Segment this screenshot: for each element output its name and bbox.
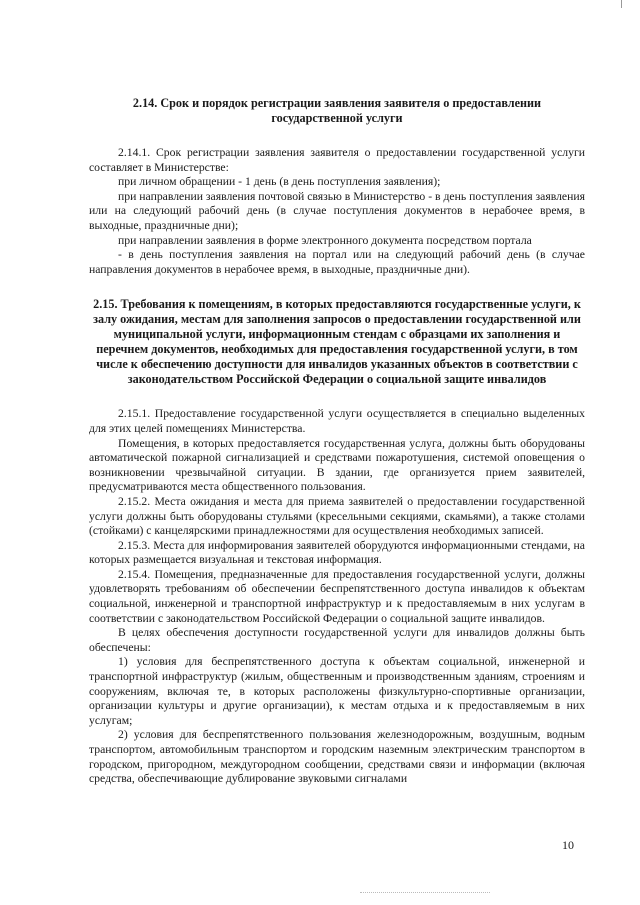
scan-edge-mark [621, 0, 622, 8]
paragraph-2-14-1: 2.14.1. Срок регистрации заявления заявителя о предоставлении государственной услуги составляет в Министерстве: [89, 146, 585, 174]
page-number: 10 [562, 838, 574, 852]
paragraph-2-15-3: 2.15.3. Места для информирования заявителей оборудуются информационными стендами, на которых размещается визуальная и текстовая информация. [89, 538, 585, 567]
section-heading-2-15: 2.15. Требования к помещениям, в которых предоставляются государственные услуги, к залу ожидания, местам для заполнения запросов о предоставлении государственной или муниципальной услуги, информационным стендам с образцами их заполнения и перечнем документов, необходимых для предоставления государственной услуги, в том числе к обеспечению доступности для инвалидов указанных объектов в соответствии с законодательством Российской Федерации о социальной защите инвалидов [93, 297, 581, 387]
paragraph-condition-2: 2) условия для беспрепятственного пользования железнодорожным, воздушным, водным транспортом, автомобильным транспортом и городским наземным электрическим транспортом в городском, пригородном, междугородном сообщении, средствами связи и информации (включая средства, обеспечивающие дублирование звуковыми сигналами [89, 728, 585, 786]
paragraph-2-15-2: 2.15.2. Места ожидания и места для приема заявителей о предоставлении государственной услуги должны быть оборудованы стульями (кресельными секциями, скамьями), а также столами (стойками) с канцелярскими принадлежностями для осуществления необходимых записей. [89, 494, 585, 538]
paragraph-premises: Помещения, в которых предоставляется государственная услуга, должны быть оборудованы автоматической пожарной сигнализацией и средствами пожаротушения, системой оповещения о возникновении чрезвычайной ситуации. В здании, где организуется прием заявителей, предусматриваются места общественного пользования. [89, 436, 585, 494]
paragraph-2-15-1: 2.15.1. Предоставление государственной услуги осуществляется в специально выделенных для этих целей помещениях Министерства. [89, 407, 585, 435]
paragraph-postal: при направлении заявления почтовой связью в Министерство - в день поступления заявления или на следующий рабочий день (в случае поступления документов в нерабочее время, в выходные, праздничные дни); [89, 189, 585, 232]
paragraph-accessibility: В целях обеспечения доступности государственной услуги для инвалидов должны быть обеспечены: [89, 626, 585, 654]
section-heading-2-14: 2.14. Срок и порядок регистрации заявления заявителя о предоставлении государственной услуги [132, 96, 542, 125]
paragraph-electronic: при направлении заявления в форме электронного документа посредством портала [118, 233, 532, 247]
paragraph-condition-1: 1) условия для беспрепятственного доступа к объектам социальной, инженерной и транспортной инфраструктур (жилым, общественным и производственным зданиям, строениям и сооружениям, включая те, в которых расположены физкультурно-спортивные организации, организации культуры и другие организации), к местам отдыха и к предоставляемым в них услугам; [89, 655, 585, 727]
paragraph-personal-visit: при личном обращении - 1 день (в день поступления заявления); [118, 175, 441, 189]
paragraph-electronic-cont: - в день поступления заявления на портал или на следующий рабочий день (в случае направления документов в нерабочее время, в выходные, праздничные дни). [89, 248, 585, 276]
paragraph-2-15-4: 2.15.4. Помещения, предназначенные для предоставления государственной услуги, должны удовлетворять требованиям об обеспечении беспрепятственного доступа инвалидов к объектам социальной, инженерной и транспортной инфраструктур и к предоставляемым в них услугам в соответствии с законодательством Российской Федерации о социальной защите инвалидов. [89, 567, 585, 625]
scan-artifact [360, 888, 490, 893]
